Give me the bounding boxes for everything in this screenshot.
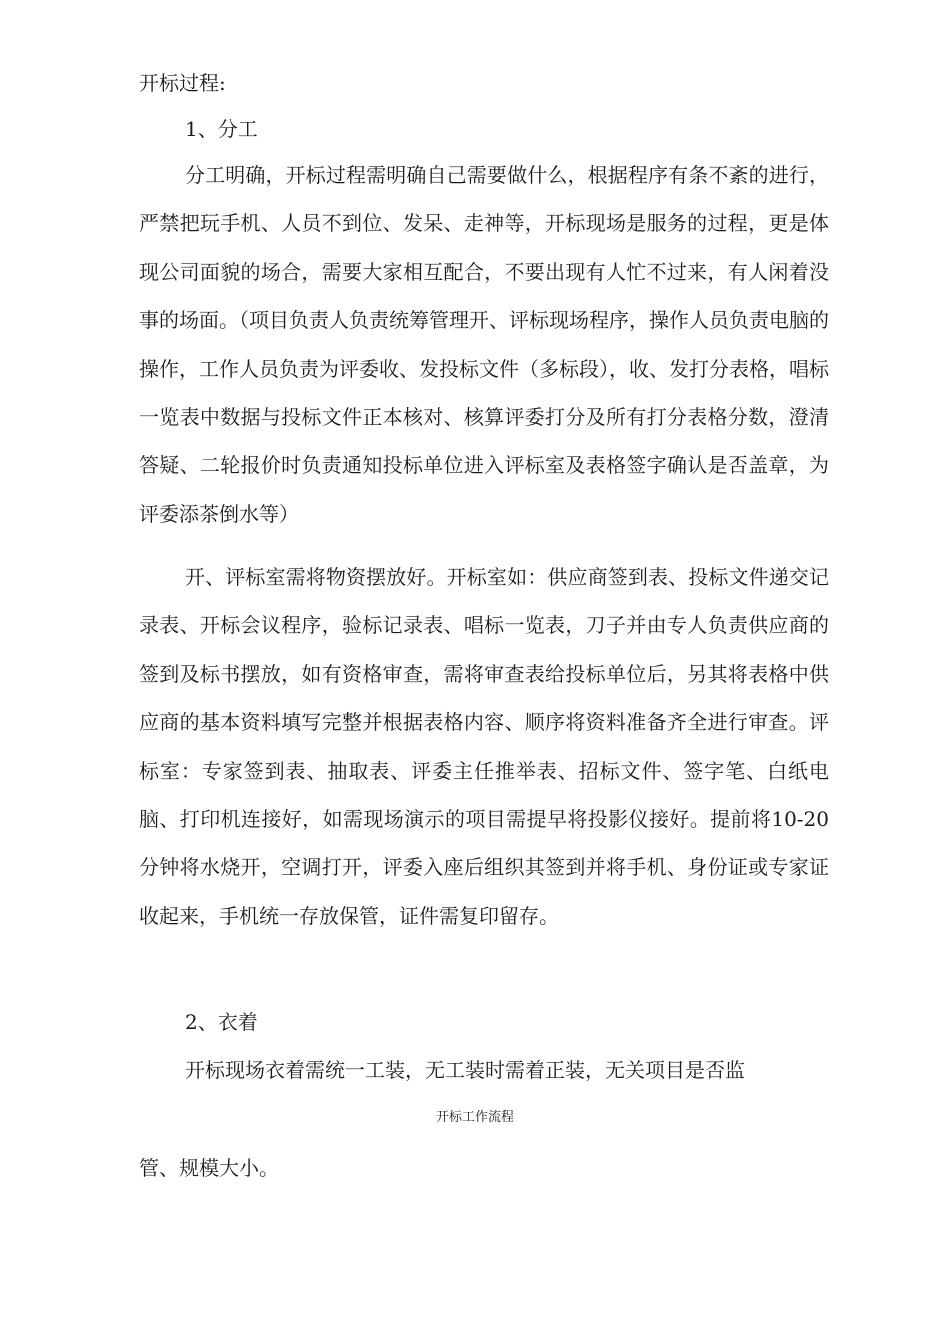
- item-1-paragraph-2: 开、评标室需将物资摆放好。开标室如：供应商签到表、投标文件递交记录表、开标会议程序，验标记录表、唱标一览表，刀子并由专人负责供应商的签到及标书摆放，如有资格审查，需将审查表给投标单位后，另其将表格中供应商的基本资料填写完整并根据表格内容、顺序将资料准备齐全进行审查。评标室：专家签到表、抽取表、评委主任推举表、招标文件、签字笔、白纸电脑、打印机连接好，如需现场演示的项目需提早将投影仪接好。提前将10-20分钟将水烧开，空调打开，评委入座后组织其签到并将手机、身份证或专家证收起来，手机统一存放保管，证件需复印留存。: [139, 565, 829, 928]
- item-2-paragraph-start: 开标现场衣着需统一工装，无工装时需着正装，无关项目是否监: [185, 1058, 745, 1082]
- item-1-title: 1、分工: [185, 117, 258, 141]
- item-1-paragraph-1: 分工明确，开标过程需明确自己需要做什么，根据程序有条不紊的进行，严禁把玩手机、人员不到位、发呆、走神等，开标现场是服务的过程，更是体现公司面貌的场合，需要大家相互配合，不要出现有人忙不过来，有人闲着没事的场面。（项目负责人负责统筹管理开、评标现场程序，操作人员负责电脑的操作，工作人员负责为评委收、发投标文件（多标段），收、发打分表格，唱标一览表中数据与投标文件正本核对、核算评委打分及所有打分表格分数，澄清答疑、二轮报价时负责通知投标单位进入评标室及表格签字确认是否盖章，为评委添茶倒水等）: [139, 163, 829, 526]
- item-2-title: 2、衣着: [185, 1010, 258, 1034]
- section-title: 开标过程:: [139, 71, 226, 95]
- item-2-paragraph-continuation: 管、规模大小。: [139, 1156, 279, 1180]
- page-footer-caption: 开标工作流程: [435, 1110, 514, 1125]
